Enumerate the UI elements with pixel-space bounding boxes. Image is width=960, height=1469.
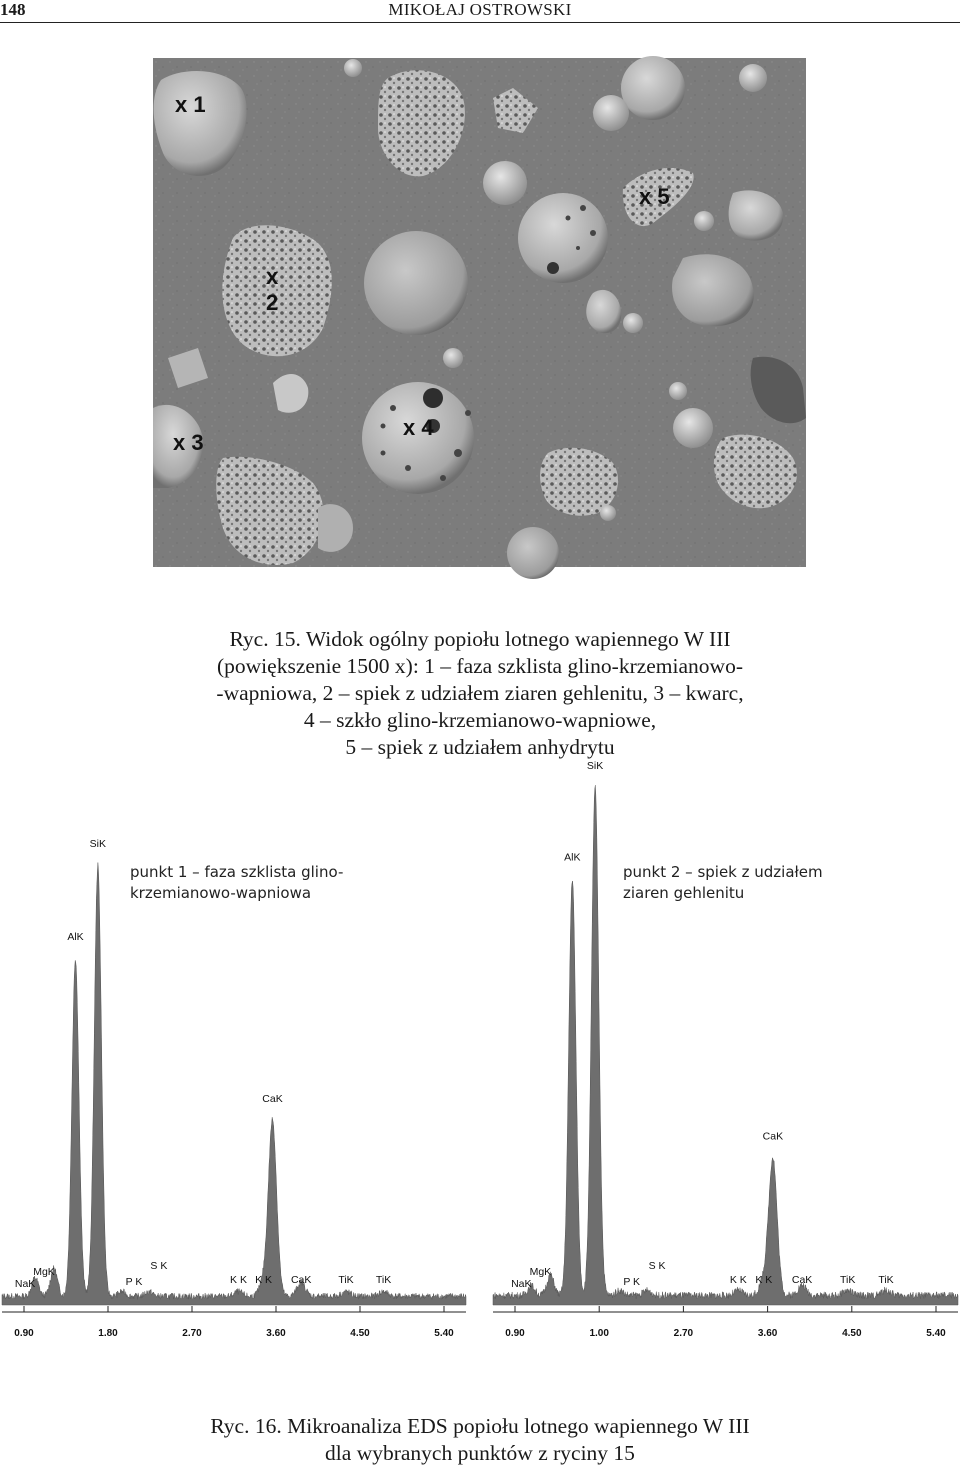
x-tick-label: 4.50	[350, 1328, 370, 1339]
page-header	[0, 0, 960, 24]
peak-label: NaK	[511, 1278, 532, 1290]
peak-label: CaK	[791, 1274, 813, 1286]
x-tick-label: 5.40	[434, 1328, 454, 1339]
spectrum-trace	[2, 863, 466, 1305]
marker-5: x 5	[639, 184, 670, 209]
running-head: MIKOŁAJ OSTROWSKI	[388, 0, 572, 19]
spectrum-2-title: punkt 2 – spiek z udziałem ziaren gehlenitu	[623, 863, 823, 902]
peak-label: TiK	[878, 1274, 894, 1286]
caption-line: (powiększenie 1500 x): 1 – faza szklista glino-krzemianowo-	[217, 654, 743, 678]
x-tick-label: 3.60	[266, 1328, 286, 1339]
peak-label: MgK	[529, 1266, 552, 1278]
peak-label: K K	[755, 1274, 773, 1286]
caption-line: dla wybranych punktów z ryciny 15	[325, 1441, 635, 1465]
sem-micrograph	[153, 58, 806, 567]
eds-spectrum-1	[0, 800, 470, 1340]
marker-3: x 3	[173, 430, 204, 455]
x-tick-label: 3.60	[757, 1328, 778, 1339]
page-number: 148	[0, 0, 26, 19]
peak-label: MgK	[33, 1266, 55, 1278]
caption-line: 5 – spiek z udziałem anhydrytu	[345, 735, 615, 759]
peak-label: AlK	[564, 851, 581, 864]
peak-label: SiK	[586, 759, 604, 772]
marker-2: x 2	[266, 264, 279, 315]
eds-spectrum-2	[490, 759, 960, 1340]
peak-label: TiK	[375, 1274, 392, 1286]
x-tick-label: 2.70	[182, 1328, 202, 1339]
peak-label: AlK	[67, 930, 84, 943]
x-tick-label: 0.90	[14, 1328, 34, 1339]
peak-label: CaK	[290, 1274, 312, 1286]
caption-line: Ryc. 16. Mikroanaliza EDS popiołu lotnego wapiennego W III	[210, 1414, 750, 1438]
header-rule	[0, 22, 960, 23]
x-tick-label: 0.90	[505, 1328, 525, 1339]
marker-1: x 1	[175, 92, 206, 117]
marker-4: x 4	[403, 415, 434, 440]
peak-label: TiK	[840, 1274, 856, 1286]
peak-label: SiK	[89, 838, 106, 851]
peak-label: P K	[125, 1276, 143, 1288]
caption-line: Ryc. 15. Widok ogólny popiołu lotnego wapiennego W III	[229, 627, 731, 651]
x-tick-label: 2.70	[673, 1328, 694, 1339]
sem-image	[153, 58, 806, 567]
x-tick-label: 5.40	[926, 1328, 946, 1339]
caption-line: 4 – szkło glino-krzemianowo-wapniowe,	[303, 708, 657, 732]
x-tick-label: 4.50	[842, 1328, 862, 1339]
peak-label: CaK	[762, 1130, 784, 1143]
x-tick-label: 1.80	[98, 1328, 118, 1339]
figure-16-caption	[120, 1413, 840, 1467]
peak-label: K K	[255, 1274, 273, 1286]
peak-label: CaK	[262, 1092, 283, 1105]
peak-label: P K	[623, 1276, 641, 1288]
caption-line: -wapniowa, 2 – spiek z udziałem ziaren gehlenitu, 3 – kwarc,	[216, 681, 744, 705]
peak-label: S K	[648, 1260, 666, 1272]
peak-label: S K	[150, 1260, 168, 1272]
peak-label: K K	[729, 1274, 747, 1286]
peak-label: NaK	[14, 1278, 36, 1290]
peak-label: TiK	[338, 1274, 354, 1286]
x-tick-label: 1.00	[589, 1328, 609, 1339]
peak-label: K K	[230, 1274, 247, 1286]
figure-15-caption	[120, 626, 840, 761]
spectrum-1-title: punkt 1 – faza szklista glino-krzemianowo-wapniowa	[130, 863, 344, 902]
